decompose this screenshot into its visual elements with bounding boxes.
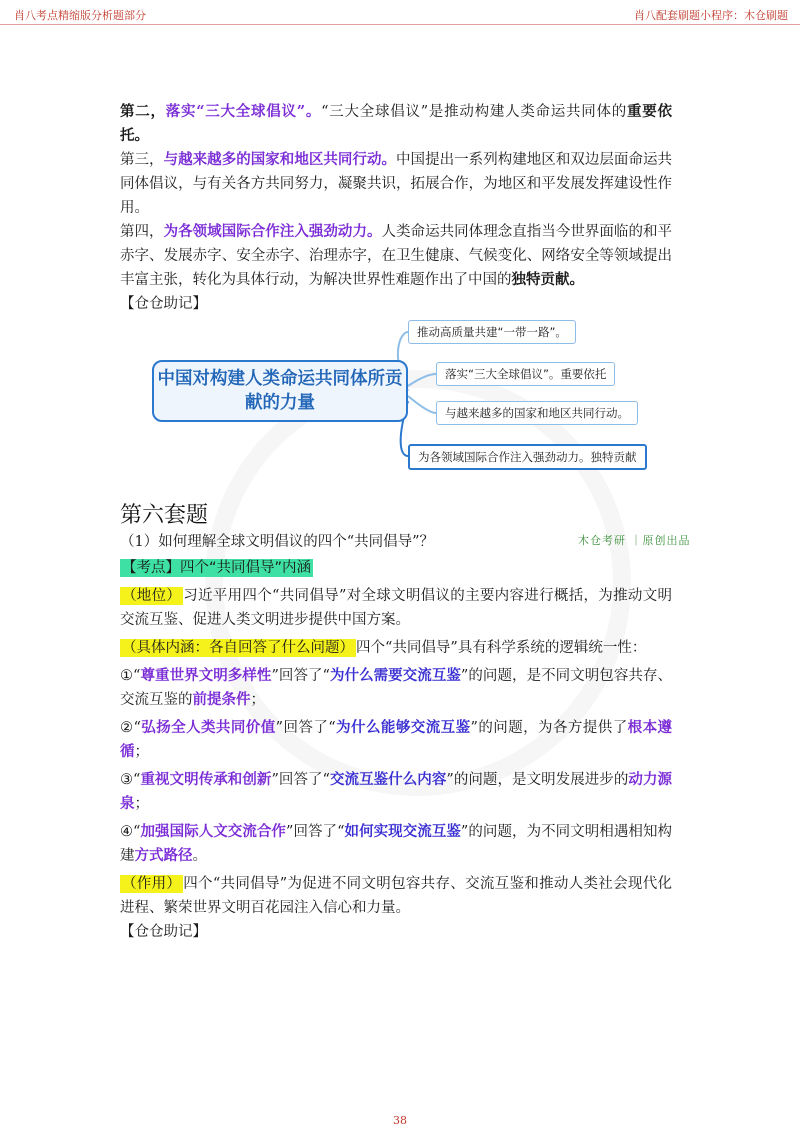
neihan-paragraph: （具体内涵：各自回答了什么问题） 四个“共同倡导”具有科学系统的逻辑统一性：: [122, 640, 647, 656]
header-right: 肖八配套刷题小程序：木仓刷题: [634, 9, 788, 22]
kaodian-label: 【考点】四个“共同倡导”内涵: [122, 560, 312, 576]
diwei-paragraph: （地位） 习近平用四个“共同倡导”对全球文明倡议的主要内容进行概括，为推动文明交流互鉴、促进人类文明进步提供中国方案。: [120, 588, 673, 628]
memo-label: 【仓仓助记】: [120, 296, 207, 312]
page-number: 38: [393, 1114, 407, 1127]
list-item-3: ③“重视文明传承和创新”回答了“交流互鉴什么内容”的问题，是文明发展进步的动力源泉；: [120, 771, 672, 812]
diwei-label: （地位）: [122, 588, 182, 604]
header-divider: [0, 24, 800, 25]
neihan-label: （具体内涵：各自回答了什么问题）: [122, 640, 354, 656]
section-title: 第六套题: [120, 503, 209, 528]
mindmap-branch-4: 为各领域国际合作注入强劲动力。独特贡献: [408, 444, 647, 470]
brand-watermark: 木仓考研 ｜原创出品: [578, 534, 691, 547]
mindmap-center-node: 中国对构建人类命运共同体所贡献的力量: [152, 360, 408, 422]
memo-label-2: 【仓仓助记】: [120, 924, 207, 940]
page-content: [120, 100, 672, 944]
list-item-2: ②“弘扬全人类共同价值”回答了“为什么能够交流互鉴”的问题，为各方提供了根本遵循；: [120, 719, 672, 760]
paragraph-second: 第二，落实“三大全球倡议”。“三大全球倡议”是推动构建人类命运共同体的重要依托。: [120, 103, 673, 144]
header-left: 肖八考点精缩版分析题部分: [14, 9, 146, 22]
mindmap-branch-2: 落实“三大全球倡议”。重要依托: [436, 362, 615, 386]
list-item-1: ①“尊重世界文明多样性”回答了“为什么需要交流互鉴”的问题，是不同文明包容共存、交流互鉴的前提条件；: [120, 667, 672, 708]
mindmap-branch-3: 与越来越多的国家和地区共同行动。: [436, 401, 638, 425]
mindmap: [150, 316, 670, 476]
zuoyong-label: （作用）: [122, 876, 182, 892]
paragraph-fourth: 第四，为各领域国际合作注入强劲动力。人类命运共同体理念直指当今世界面临的和平赤字、发展赤字、安全赤字、治理赤字，在卫生健康、气候变化、网络安全等领域提出丰富主张，转化为具体行动，为解决世界性难题作出了中国的独特贡献。: [120, 223, 673, 288]
list-item-4: ④“加强国际人文交流合作”回答了“如何实现交流互鉴”的问题，为不同文明相遇相知构建方式路径。: [120, 823, 672, 864]
kaodian-row: [120, 556, 672, 580]
paragraph-third: 第三，与越来越多的国家和地区共同行动。中国提出一系列构建地区和双边层面命运共同体倡议，与有关各方共同努力，凝聚共识，拓展合作，为地区和平发展发挥建设性作用。: [120, 151, 673, 216]
mindmap-branch-1: 推动高质量共建“一带一路”。: [408, 320, 576, 344]
zuoyong-paragraph: （作用） 四个“共同倡导”为促进不同文明包容共存、交流互鉴和推动人类社会现代化进程、繁荣世界文明百花园注入信心和力量。: [120, 876, 673, 916]
question: （1）如何理解全球文明倡议的四个“共同倡导”？: [120, 534, 435, 550]
